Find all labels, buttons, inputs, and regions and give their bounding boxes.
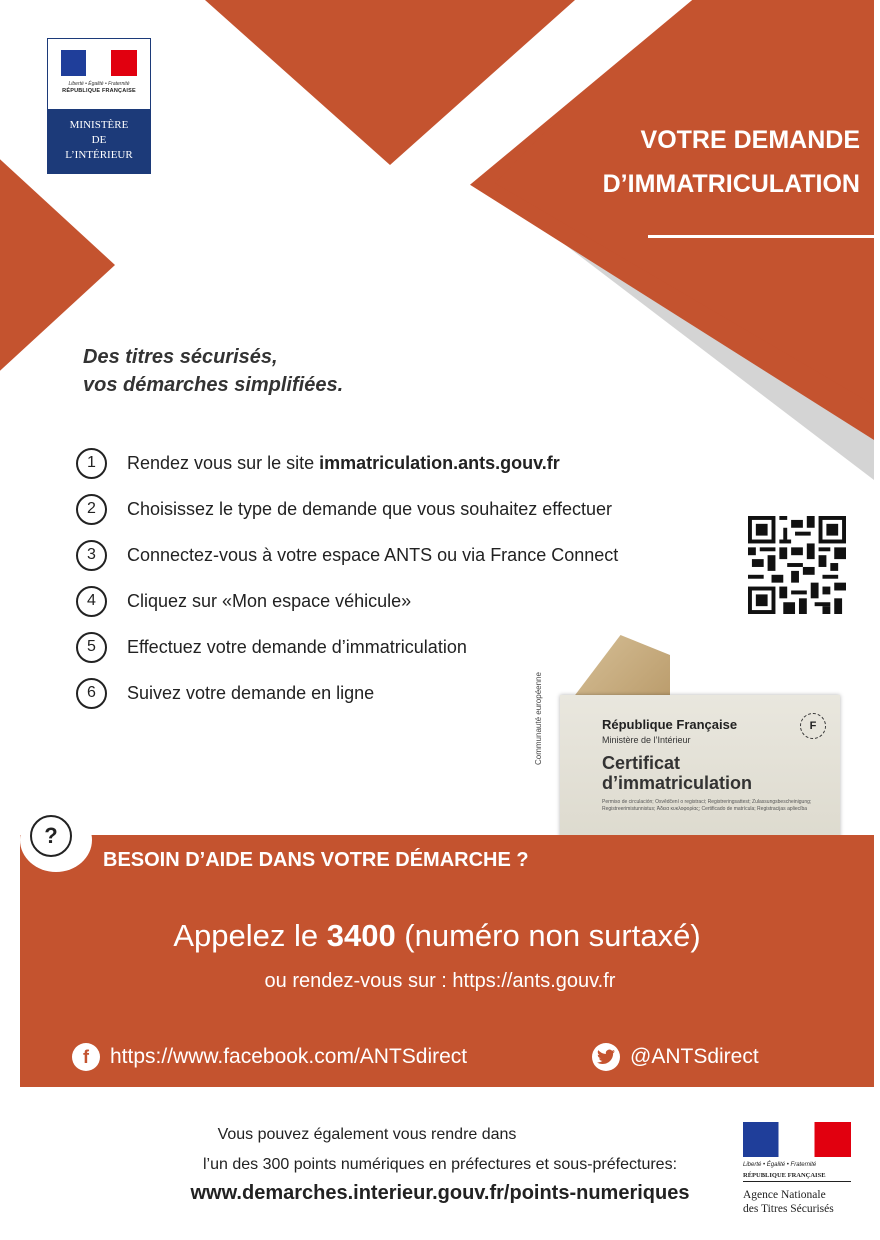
step-text: Rendez vous sur le site immatriculation.ants.gouv.fr bbox=[127, 452, 560, 473]
step-item bbox=[76, 578, 716, 624]
facebook-icon: f bbox=[72, 1043, 100, 1071]
marianne-flag-icon bbox=[743, 1122, 851, 1157]
document-card bbox=[534, 672, 840, 855]
phone-number[interactable]: 3400 bbox=[326, 918, 396, 953]
ants-logo-name bbox=[743, 1188, 853, 1216]
title-line1: VOTRE DEMANDE bbox=[640, 126, 860, 154]
logo-ministry-block bbox=[48, 109, 150, 173]
step-number: 3 bbox=[76, 540, 107, 571]
document-side-text: Communauté européenne bbox=[534, 672, 543, 765]
points-numeriques-link[interactable]: www.demarches.interieur.gouv.fr/points-numeriques bbox=[190, 1182, 690, 1204]
step-number: 4 bbox=[76, 586, 107, 617]
document-fine-print: Permiso de circulación; Osvědčení o registraci; Registreringsattest; Zulassungsbescheinigung; Registreerimistunnistus; Άδεια κυκλοφορίας; Certificado de matrícula; Registracijas apliecība bbox=[602, 799, 812, 812]
help-title: BESOIN D’AIDE DANS VOTRE DÉMARCHE ? bbox=[103, 849, 529, 871]
ministere-interieur-logo bbox=[47, 38, 151, 174]
title-divider bbox=[648, 235, 874, 238]
logo-ministry-line2: DE bbox=[91, 134, 107, 146]
marianne-flag-icon bbox=[61, 50, 137, 76]
document-title-line2: d’immatriculation bbox=[602, 773, 753, 793]
call-prefix: Appelez le bbox=[173, 918, 327, 953]
step-text: Cliquez sur «Mon espace véhicule» bbox=[127, 590, 412, 611]
logo-ministry-line1: MINISTÈRE bbox=[69, 119, 129, 131]
call-suffix: (numéro non surtaxé) bbox=[395, 918, 701, 953]
ants-site-link[interactable]: immatriculation.ants.gouv.fr bbox=[319, 452, 560, 473]
step-item bbox=[76, 486, 716, 532]
country-code-badge: F bbox=[800, 713, 826, 739]
document-title-line1: Certificat bbox=[602, 753, 681, 773]
step-number: 1 bbox=[76, 448, 107, 479]
subtitle bbox=[83, 343, 503, 399]
call-line bbox=[0, 918, 874, 954]
step-text: Suivez votre demande en ligne bbox=[127, 682, 375, 703]
page-title bbox=[520, 118, 860, 206]
step-text: Choisissez le type de demande que vous souhaitez effectuer bbox=[127, 498, 612, 519]
ants-logo bbox=[743, 1122, 853, 1230]
step-item bbox=[76, 532, 716, 578]
twitter-link[interactable] bbox=[592, 1043, 759, 1071]
step-text: Effectuez votre demande d’immatriculation bbox=[127, 636, 467, 657]
qr-code-icon[interactable] bbox=[748, 516, 846, 614]
document-republic: République Française bbox=[602, 717, 738, 732]
step-number: 2 bbox=[76, 494, 107, 525]
subtitle-line1: Des titres sécurisés, bbox=[83, 346, 278, 368]
twitter-handle[interactable]: @ANTSdirect bbox=[630, 1045, 759, 1068]
bottom-text-line2: l’un des 300 points numériques en préfectures et sous-préfectures: bbox=[202, 1156, 678, 1173]
ants-logo-republic: RÉPUBLIQUE FRANÇAISE bbox=[743, 1172, 826, 1179]
twitter-icon bbox=[592, 1043, 620, 1071]
document-ministry: Ministère de l’Intérieur bbox=[602, 735, 691, 745]
step-text: Connectez-vous à votre espace ANTS ou via France Connect bbox=[127, 544, 619, 565]
ants-website-link[interactable]: ou rendez-vous sur : https://ants.gouv.fr bbox=[264, 970, 616, 992]
certificat-immatriculation-image bbox=[534, 625, 840, 835]
step-item bbox=[76, 440, 716, 486]
step-number: 6 bbox=[76, 678, 107, 709]
logo-motto: Liberté • Égalité • Fraternité bbox=[68, 81, 130, 87]
ants-logo-motto: Liberté • Égalité • Fraternité bbox=[743, 1162, 817, 1168]
ants-name-line2: des Titres Sécurisés bbox=[743, 1203, 834, 1215]
step-number: 5 bbox=[76, 632, 107, 663]
question-icon: ? bbox=[30, 815, 72, 857]
subtitle-line2: vos démarches simplifiées. bbox=[83, 374, 344, 396]
ants-name-line1: Agence Nationale bbox=[743, 1189, 826, 1201]
title-line2: D’IMMATRICULATION bbox=[602, 170, 860, 198]
logo-ministry-line3: L’INTÉRIEUR bbox=[65, 149, 133, 161]
facebook-url[interactable]: https://www.facebook.com/ANTSdirect bbox=[110, 1045, 468, 1068]
logo-republic: RÉPUBLIQUE FRANÇAISE bbox=[62, 88, 136, 94]
document-title bbox=[602, 753, 752, 793]
bottom-text-line1: Vous pouvez également vous rendre dans bbox=[217, 1126, 517, 1143]
ants-logo-divider bbox=[743, 1181, 851, 1182]
facebook-link[interactable] bbox=[72, 1043, 467, 1071]
